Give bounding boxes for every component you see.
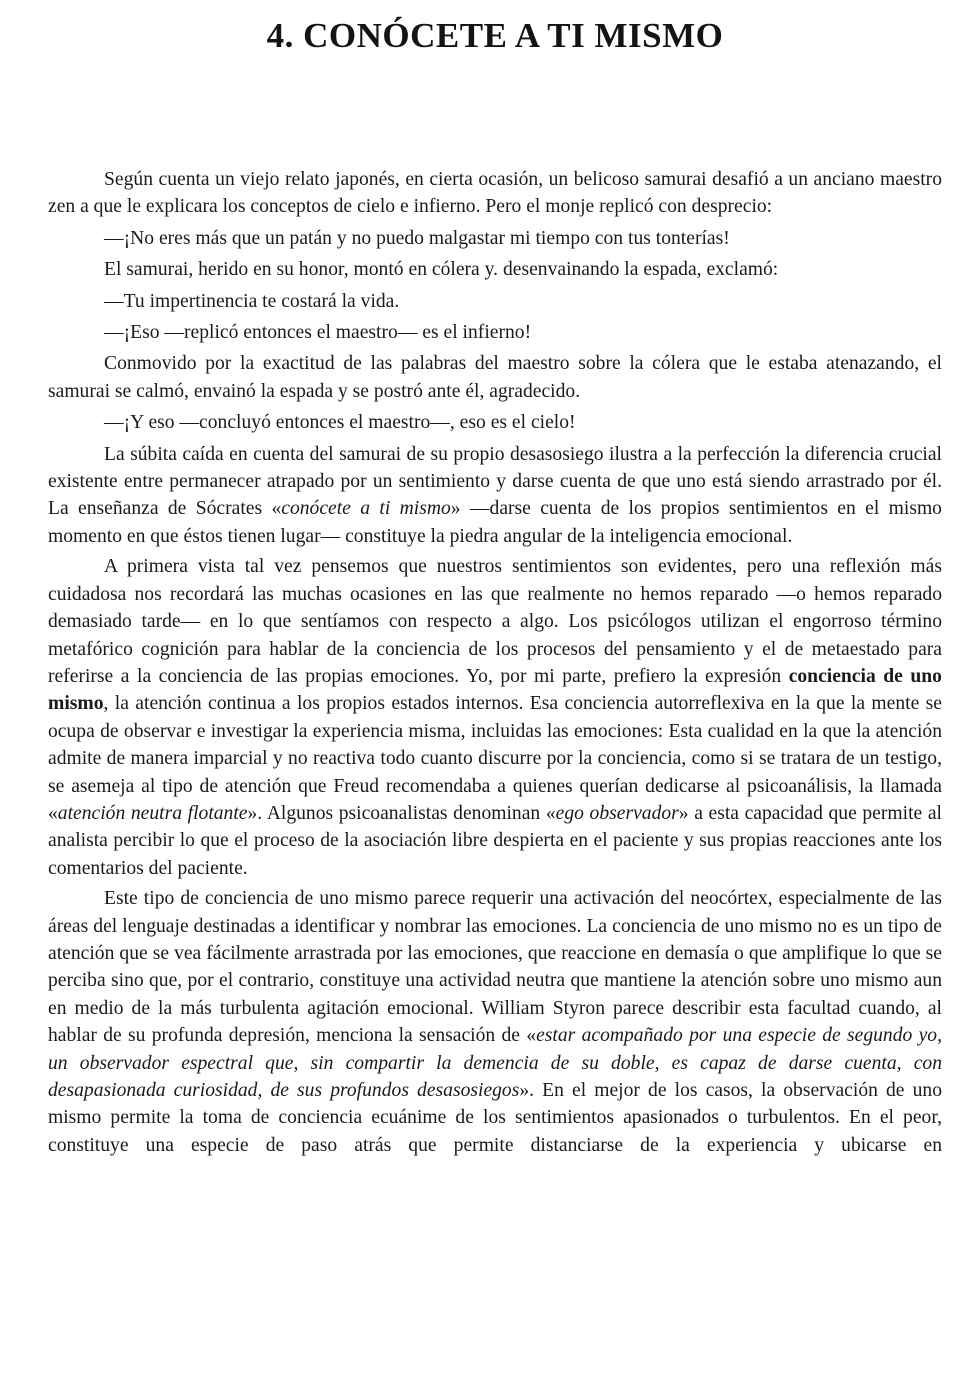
italic-quote: conócete a ti mismo xyxy=(281,498,451,520)
text-span: A primera vista tal vez pensemos que nuestros sentimientos son evidentes, pero una reflexión más cuidadosa nos recordará las muchas ocasiones en las que realmente no hemos reparado —o hemos reparado demasiado tarde— en lo que sentíamos con respecto a algo. Los psicólogos utilizan el engorroso término metafórico cognición para hablar de la conciencia de los procesos del pensamiento y el de metaestado para referirse a la conciencia de las propias emociones. Yo, por mi parte, prefiero la expresión xyxy=(48,556,942,687)
text-span: ». Algunos psicoanalistas denominan « xyxy=(247,802,556,824)
paragraph-self-awareness xyxy=(48,553,942,882)
dialogue-samurai-threat: —Tu impertinencia te costará la vida. xyxy=(104,290,400,312)
paragraph-samurai-calms: Conmovido por la exactitud de las palabras del maestro sobre la cólera que le estaba atenazando, el samurai se calmó, envainó la espada y se postró ante él, agradecido. xyxy=(48,353,942,402)
paragraph-socrates xyxy=(48,441,942,551)
chapter-title: 4. CONÓCETE A TI MISMO xyxy=(266,16,724,55)
text-span: ». En el mejor de los casos, la observación de uno mismo permite la toma de conciencia ecuánime de los sentimientos apasionados o turbulentos. En el peor, constituye una especie de paso atrás que permite distanciarse de la experiencia y ubicarse en xyxy=(48,1080,942,1156)
paragraph-samurai-anger: El samurai, herido en su honor, montó en cólera y. desenvainando la espada, exclamó: xyxy=(104,259,779,281)
text-span: » a esta capacidad que permite al analista percibir lo que el proceso de la asociación libre despierta en el paciente y sus propias reacciones ante los comentarios del paciente. xyxy=(48,802,942,879)
paragraph-samurai-intro: Según cuenta un viejo relato japonés, en cierta ocasión, un belicoso samurai desafió a un anciano maestro zen a que le explicara los conceptos de cielo e infierno. Pero el monje replicó con desprecio: xyxy=(48,169,942,218)
dialogue-monk-insult: —¡No eres más que un patán y no puedo malgastar mi tiempo con tus tonterías! xyxy=(104,227,730,249)
chapter-body xyxy=(48,166,942,1159)
document-page xyxy=(48,0,942,1159)
dialogue-master-hell: —¡Eso —replicó entonces el maestro— es el infierno! xyxy=(104,322,532,344)
text-span: La súbita caída en cuenta del samurai de su propio desasosiego ilustra a la perfección la diferencia crucial existente entre permanecer atrapado por un sentimiento y darse cuenta de que uno está siendo arrastrado por él. La enseñanza de Sócrates « xyxy=(48,443,942,520)
text-span: » —darse cuenta de los propios sentimientos en el mismo momento en que éstos tienen lugar— constituye la piedra angular de la inteligencia emocional. xyxy=(48,498,942,547)
italic-quote: ego observador xyxy=(555,802,679,824)
bold-term: conciencia de uno mismo xyxy=(48,665,942,715)
italic-quote: estar acompañado por una especie de segundo yo, un observador espectral que, sin compartir la demencia de su doble, es capaz de darse cuenta, con desapasionada curiosidad, de sus profundos desasosiegos xyxy=(48,1025,943,1101)
text-span: , la atención continua a los propios estados internos. Esa conciencia autorreflexiva en la que la mente se ocupa de observar e investigar la experiencia misma, incluidas las emociones: Esta cualidad en la que la atención admite de manera imparcial y no reactiva todo cuanto discurre por la conciencia, como si se tratara de un testigo, se asemeja al tipo de atención que Freud recomendaba a quienes querían dedicarse al psicoanálisis, la llamada « xyxy=(48,693,942,824)
paragraph-neocortex xyxy=(48,885,942,1159)
text-span: Este tipo de conciencia de uno mismo parece requerir una activación del neocórtex, especialmente de las áreas del lenguaje destinadas a identificar y nombrar las emociones. La conciencia de uno mismo no es un tipo de atención que se vea fácilmente arrastrada por las emociones, que reaccione en demasía o que amplifique lo que se perciba sino que, por el contrario, constituye una actividad neutra que mantiene la atención sobre uno mismo aun en medio de la más turbulenta agitación emocional. William Styron parece describir esta facultad cuando, al hablar de su profunda depresión, menciona la sensación de « xyxy=(48,888,942,1047)
dialogue-master-heaven: —¡Y eso —concluyó entonces el maestro—, eso es el cielo! xyxy=(104,412,576,434)
italic-quote: atención neutra flotante xyxy=(57,802,248,824)
